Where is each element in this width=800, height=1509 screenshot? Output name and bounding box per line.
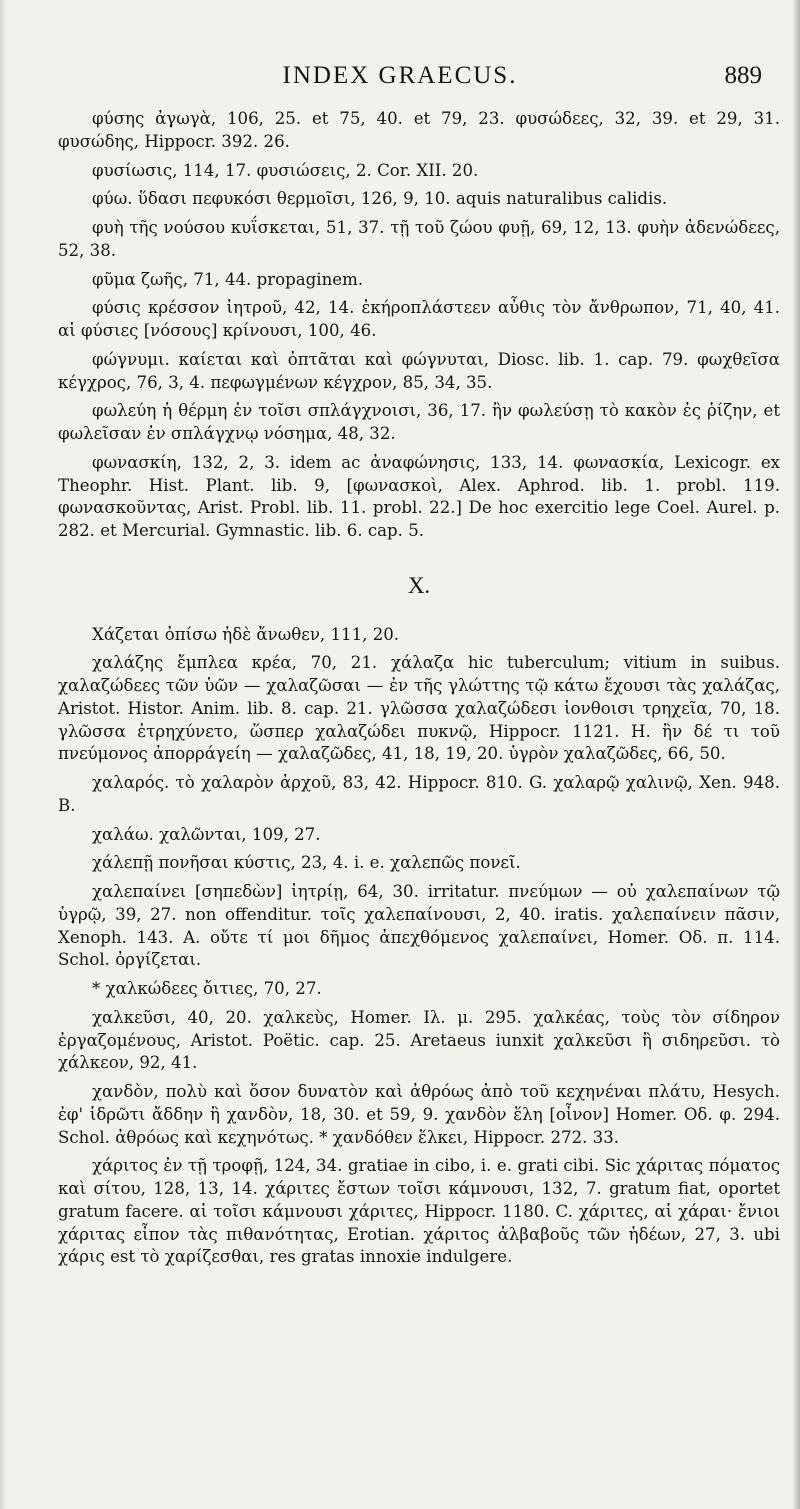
index-entry: χαλεπαίνει [σηπεδὼν] ἰητρίῃ, 64, 30. irritatur. πνεύμων — οὐ χαλεπαίνων τῷ ὑγρῷ, 39, 27. non offenditur. τοῖς χαλεπαίνουσι, 2, 40. iratis. χαλεπαίνειν πᾶσιν, Xenoph. 143. A. οὔτε τί μοι δῆμος ἀπεχθόμενος χαλεπαίνει, Homer. Οδ. π. 114. Schol. ὀργίζεται. [58, 882, 780, 970]
running-title: INDEX GRAECUS. [282, 62, 518, 89]
index-entry: * χαλκώδεες ὄιτιες, 70, 27. [92, 979, 322, 998]
index-entry: χαλκεῦσι, 40, 20. χαλκεὺς, Homer. Ιλ. μ. 295. χαλκέας, τοὺς τὸν σίδηρον ἐργαζομένους, Aristot. Poëtic. cap. 25. Aretaeus iunxit χαλκεῦσι ἢ σιδηρεῦσι. τὸ χάλκεον, 92, 41. [58, 1007, 780, 1073]
index-entry: φωλεύη ἡ θέρμη ἐν τοῖσι σπλάγχνοισι, 36, 17. ἢν φωλεύσῃ τὸ κακὸν ἐς ῥίζην, et φωλεῖσαν ἐν σπλάγχνῳ νόσημα, 48, 32. [58, 401, 780, 443]
index-entry: φυὴ τῆς νούσου κυΐσκεται, 51, 37. τῇ τοῦ ζώου φυῇ, 69, 12, 13. φυὴν ἀδενώδεες, 52, 38. [58, 218, 780, 260]
scan-shadow-left [0, 0, 6, 1509]
index-entry: φύσης ἀγωγὰ, 106, 25. et 75, 40. et 79, 23. φυσώδεες, 32, 39. et 29, 31. φυσώδης, Hippocr. 392. 26. [58, 109, 780, 151]
index-entry: χάριτος ἐν τῇ τροφῇ, 124, 34. gratiae in cibo, i. e. grati cibi. Sic χάριτας πόματος καὶ σίτου, 128, 13, 14. χάριτες ἔστων τοῖσι κάμνουσι, 132, 7. gratum fiat, oportet gratum facere. αἱ τοῖσι κάμνουσι χάριτες, Hippocr. 1180. C. χάριτες, αἱ χάραι· ἔνιοι χάριτας εἶπον τὰς πιθανότητας, Erotian. χάριτος ἀλβαβοῦς τῶν ἡδέων, 27, 3. ubi χάρις est τὸ χαρίζεσθαι, res gratas innoxie indulgere. [58, 1156, 780, 1267]
index-entry: χαλάζης ἔμπλεα κρέα, 70, 21. χάλαζα hic tuberculum; vitium in suibus. χαλαζώδεες τῶν ὑῶν — χαλαζῶσαι — ἐν τῆς γλώττης τῷ κάτω ἔχουσι τὰς χαλάζας, Aristot. Histor. Anim. lib. 8. cap. 21. γλῶσσα χαλαζώδεσι ἰονθοισι τρηχεῖα, 70, 18. γλῶσσα ἐτρηχύνετο, ὥσπερ χαλαζώδει πυκνῷ, Hippocr. 1121. H. ἢν δέ τι τοῦ πνεύμονος ἀπορράγείη — χαλαζῶδες, 41, 18, 19, 20. ὑγρὸν χαλαζῶδες, 66, 50. [58, 653, 780, 764]
index-entry: χανδὸν, πολὺ καὶ ὅσον δυνατὸν καὶ ἀθρόως ἀπὸ τοῦ κεχηνέναι πλάτυ, Hesych. ἐφ' ἱδρῶτι ἄδδην ἢ χανδὸν, 18, 30. et 59, 9. χανδὸν ἕλη [οἶνον] Homer. Οδ. φ. 294. Schol. ἀθρόως καὶ κεχηνότως. * χανδόθεν ἕλκει, Hippocr. 272. 33. [58, 1082, 780, 1147]
index-entry: φώγνυμι. καίεται καὶ ὀπτᾶται καὶ φώγνυται, Diosc. lib. 1. cap. 79. φωχθεῖσα κέγχρος, 76, 3, 4. πεφωγμένων κέγχρον, 85, 34, 35. [58, 349, 780, 392]
index-entry: Χάζεται ὀπίσω ἠδὲ ἄνωθεν, 111, 20. [92, 624, 400, 644]
index-entry: χαλάω. χαλῶνται, 109, 27. [92, 824, 321, 844]
index-entry: φῦμα ζωῆς, 71, 44. propaginem. [92, 269, 364, 289]
index-body [58, 108, 780, 1275]
index-entry: χαλαρός. τὸ χαλαρὸν ἀρχοῦ, 83, 42. Hippocr. 810. G. χαλαρῷ χαλινῷ, Xen. 948. B. [58, 773, 780, 815]
index-entry: χάλεπῇ πονῆσαι κύστις, 23, 4. i. e. χαλεπῶς πονεῖ. [92, 853, 521, 873]
index-entry: φύω. ὕδασι πεφυκόσι θερμοῖσι, 126, 9, 10. aquis naturalibus calidis. [92, 189, 668, 209]
page-header [0, 62, 800, 92]
section-heading: X. [407, 572, 431, 598]
index-entry: φύσις κρέσσον ἰητροῦ, 42, 14. ἐκήροπλάστεεν αὖθις τὸν ἄνθρωπον, 71, 40, 41. αἱ φύσιες [νόσους] κρίνουσι, 100, 46. [58, 298, 780, 340]
scan-shadow-right [792, 0, 800, 1509]
index-entry: φυσίωσις, 114, 17. φυσιώσεις, 2. Cor. XII. 20. [92, 160, 479, 180]
page-number: 889 [724, 62, 762, 89]
index-entry: φωνασκίη, 132, 2, 3. idem ac ἀναφώνησις, 133, 14. φωνασκία, Lexicogr. ex Theophr. Hist. Plant. lib. 9, [φωνασκοὶ, Alex. Aphrod. lib. 1. probl. 119. φωνασκοῦντας, Arist. Probl. lib. 11. probl. 22.] De hoc exercitio lege Coel. Aurel. p. 282. et Mercurial. Gymnastic. lib. 6. cap. 5. [58, 452, 780, 540]
